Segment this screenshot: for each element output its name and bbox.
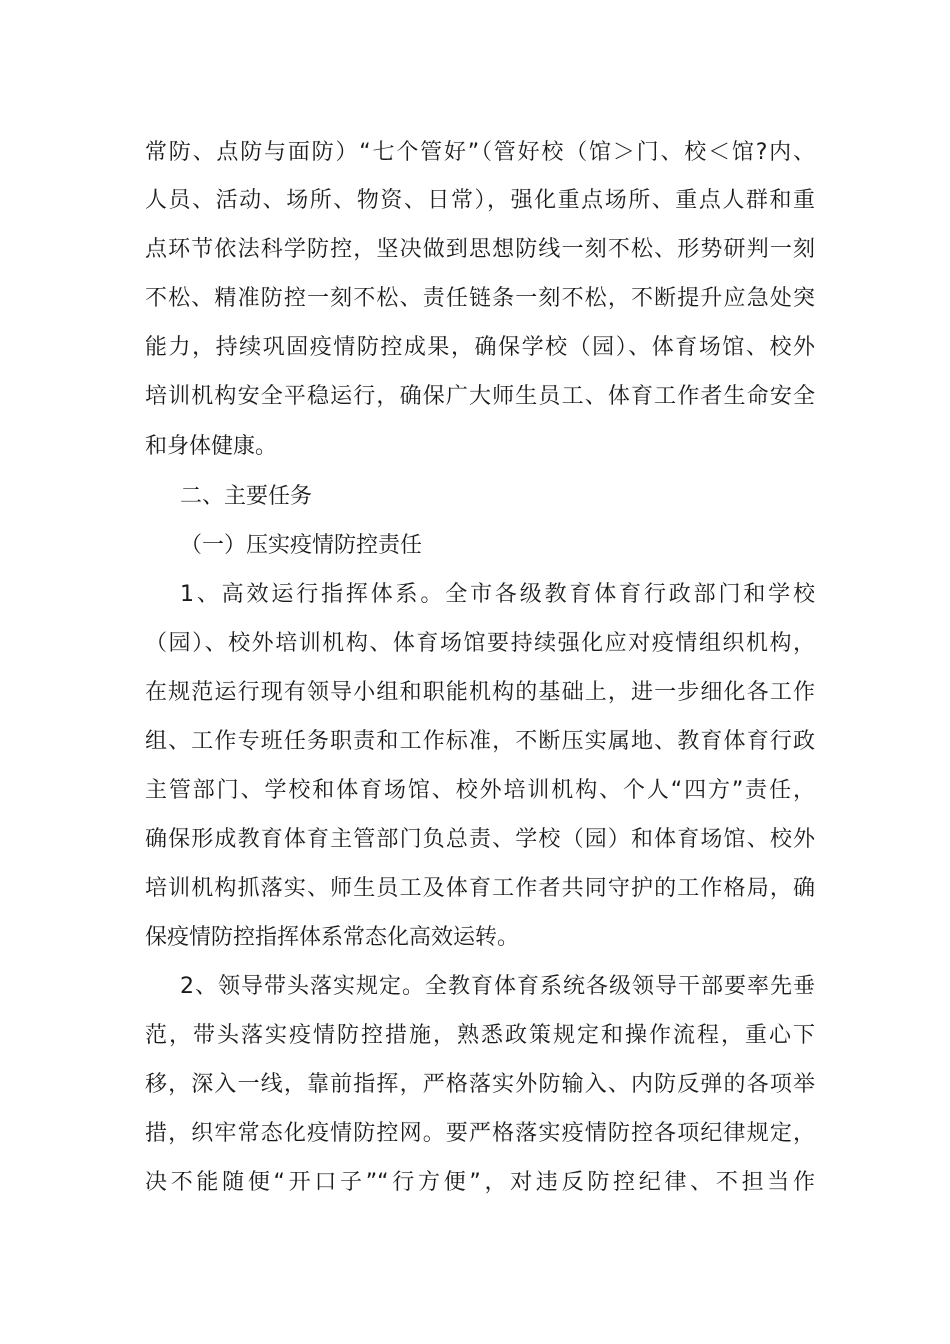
- paragraph-line: 措，织牢常态化疫情防控网。要严格落实疫情防控各项纪律规定，: [145, 1121, 815, 1146]
- paragraph-line: 组、工作专班任务职责和工作标准，不断压实属地、教育体育行政: [145, 729, 815, 754]
- paragraph-line: 决不能随便“开口子”“行方便”，对违反防控纪律、不担当作: [145, 1170, 815, 1195]
- paragraph-line: 不松、精准防控一刻不松、责任链条一刻不松，不断提升应急处突: [145, 286, 815, 311]
- paragraph-line: 2、领导带头落实规定。全教育体育系统各级领导干部要率先垂: [180, 974, 815, 999]
- paragraph-line: 保疫情防控指挥体系常态化高效运转。: [145, 925, 520, 950]
- paragraph-line: 培训机构抓落实、师生员工及体育工作者共同守护的工作格局，确: [145, 876, 815, 901]
- paragraph-line: 点环节依法科学防控，坚决做到思想防线一刻不松、形势研判一刻: [145, 237, 815, 262]
- paragraph-line: （园）、校外培训机构、体育场馆要持续强化应对疫情组织机构，: [145, 631, 815, 656]
- paragraph-line: 人员、活动、场所、物资、日常），强化重点场所、重点人群和重: [145, 188, 815, 213]
- section-heading: 二、主要任务: [180, 484, 313, 509]
- paragraph-line: 培训机构安全平稳运行，确保广大师生员工、体育工作者生命安全: [145, 384, 815, 409]
- paragraph-line: 常防、点防与面防）“七个管好”（管好校（馆＞门、校＜馆?内、: [145, 140, 815, 165]
- paragraph-line: 1、高效运行指挥体系。全市各级教育体育行政部门和学校: [180, 582, 815, 607]
- paragraph-line: 确保形成教育体育主管部门负总责、学校（园）和体育场馆、校外: [145, 827, 815, 852]
- paragraph-line: 移，深入一线，靠前指挥，严格落实外防输入、内防反弹的各项举: [145, 1072, 815, 1097]
- paragraph-line: 和身体健康。: [145, 434, 278, 459]
- paragraph-line: 主管部门、学校和体育场馆、校外培训机构、个人“四方”责任，: [145, 778, 815, 803]
- paragraph-line: 能力，持续巩固疫情防控成果，确保学校（园）、体育场馆、校外: [145, 335, 815, 360]
- paragraph-line: 在规范运行现有领导小组和职能机构的基础上，进一步细化各工作: [145, 680, 815, 705]
- subsection-heading: （一）压实疫情防控责任: [180, 533, 423, 558]
- paragraph-line: 范，带头落实疫情防控措施，熟悉政策规定和操作流程，重心下: [145, 1023, 815, 1048]
